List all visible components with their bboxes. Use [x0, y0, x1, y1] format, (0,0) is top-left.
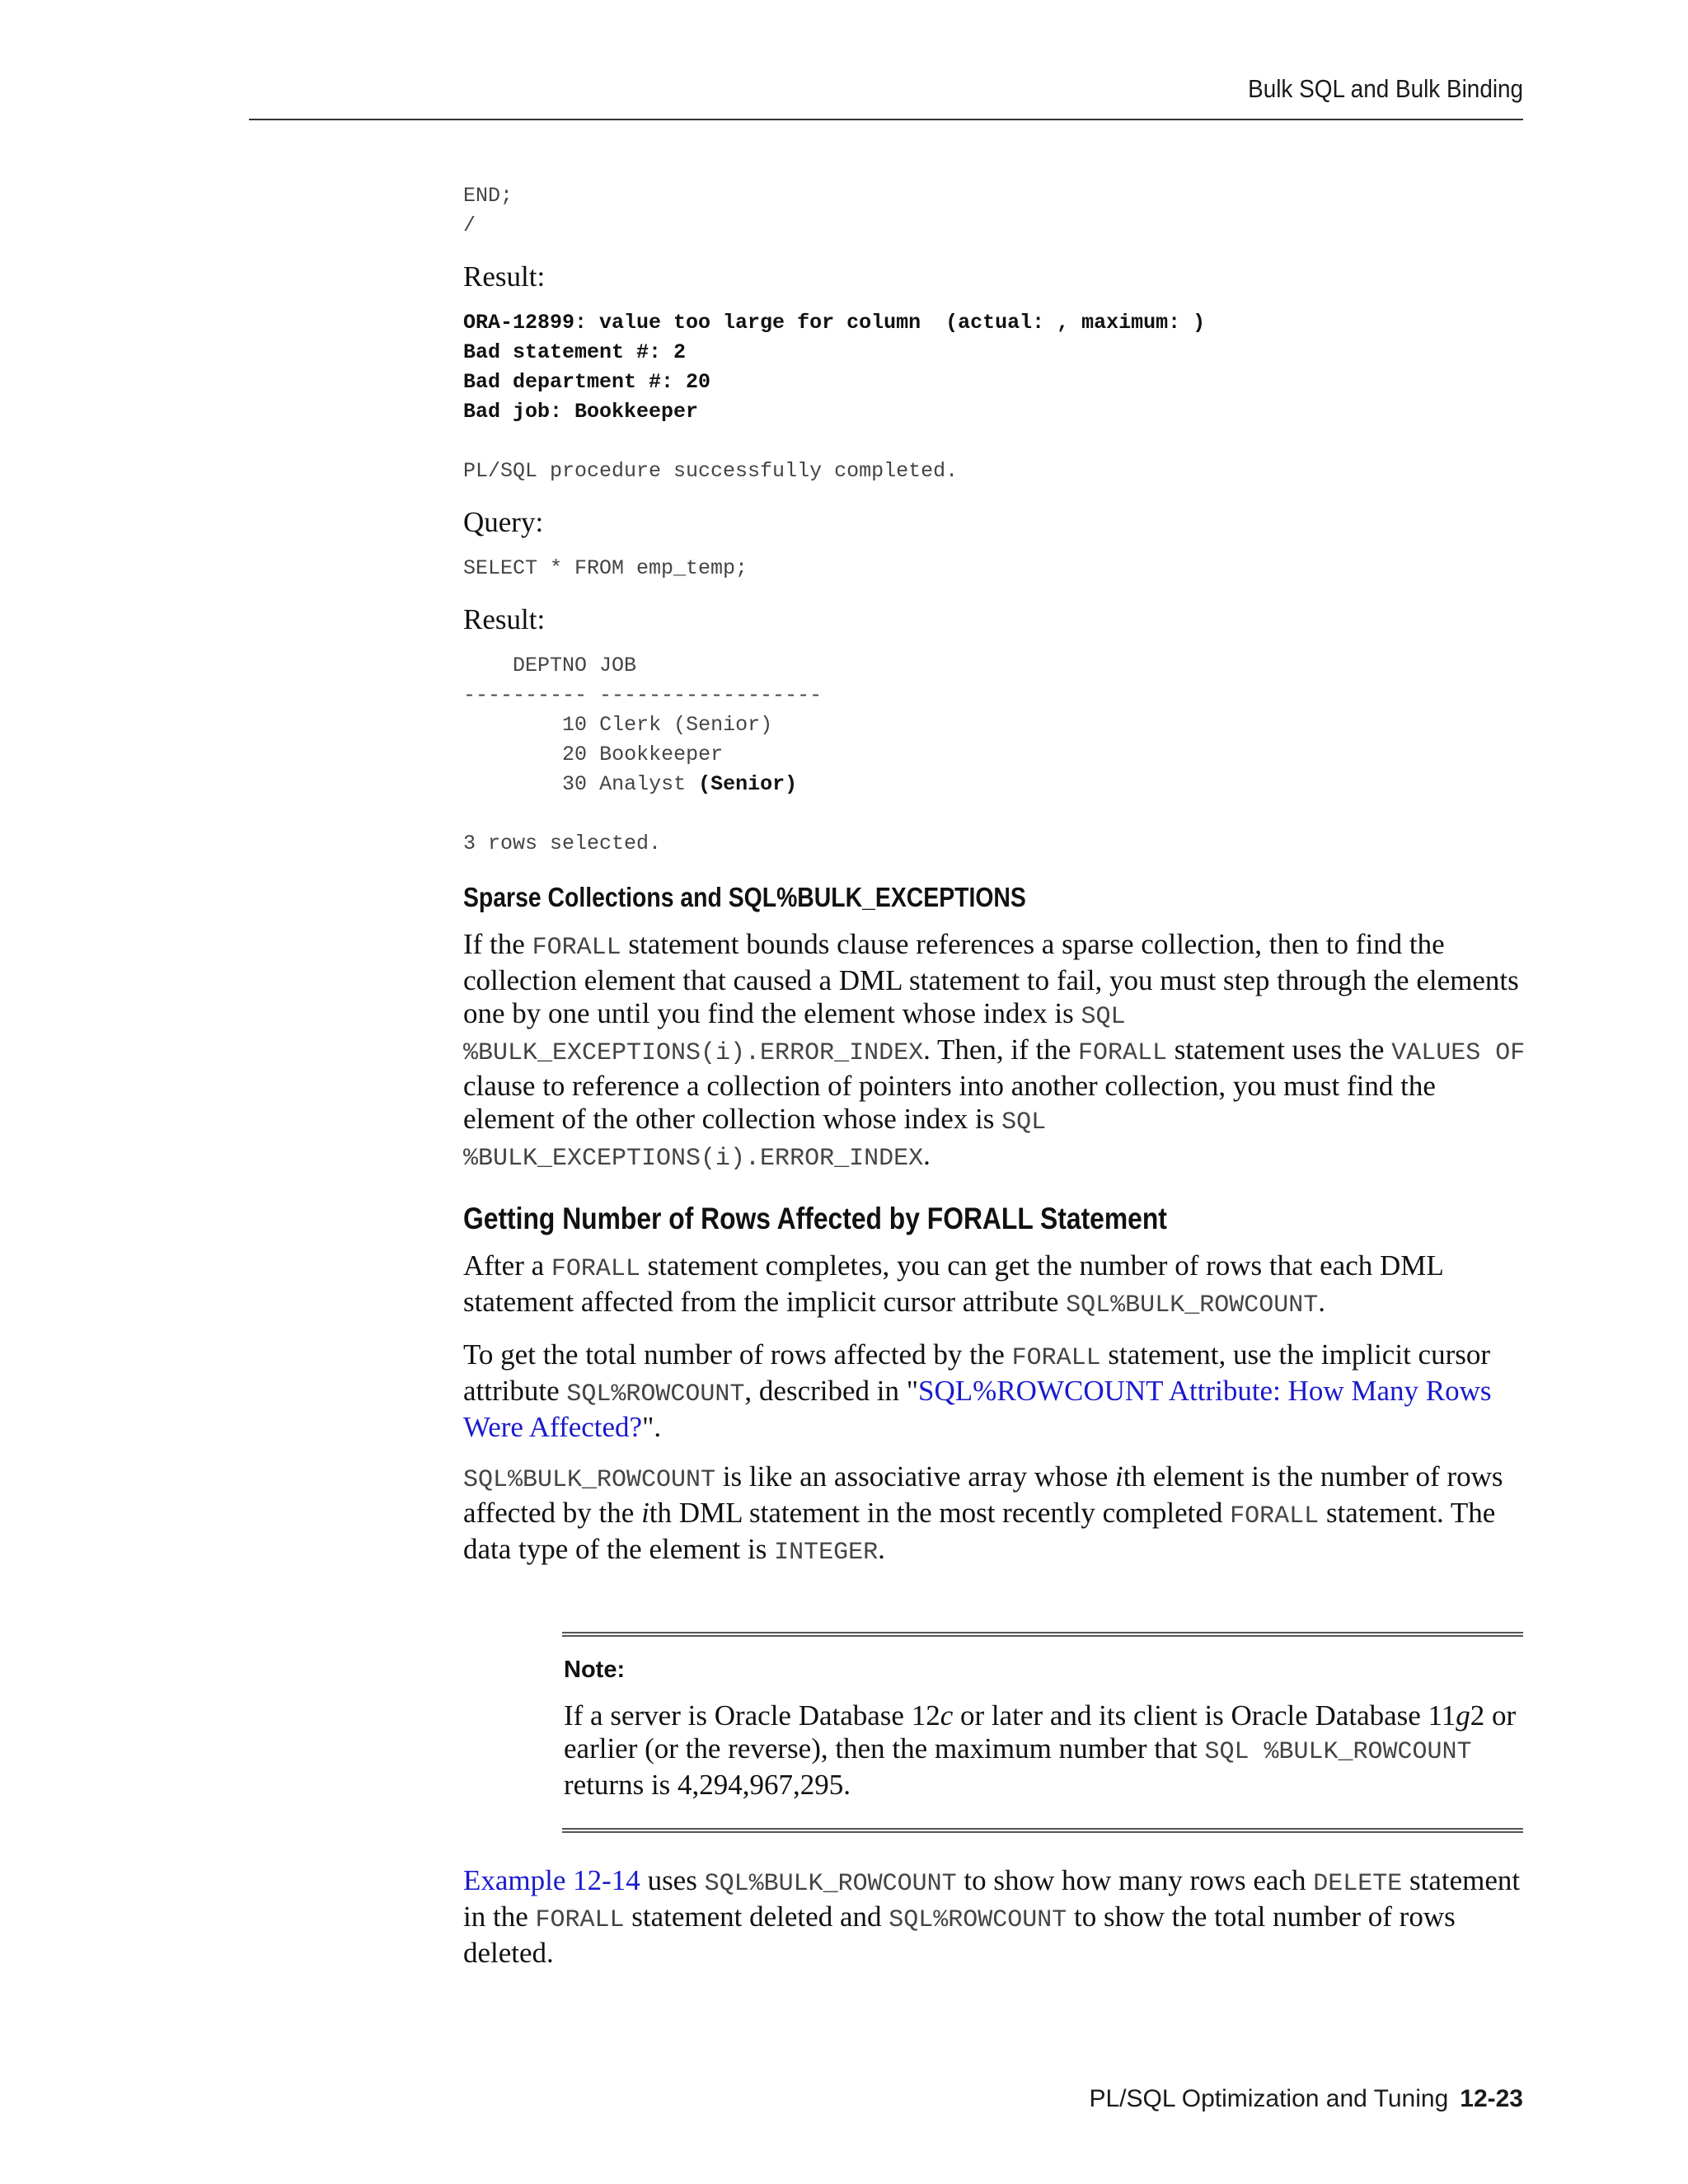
error-output [463, 308, 1526, 486]
sql-line: SELECT * FROM emp_temp; [463, 556, 748, 580]
sparse-collections-paragraph: If the FORALL statement bounds clause references a sparse collection, then to find the collection element that caused a DML statement to fail, you must step through the elements one by one until you find the element whose index is SQL %BULK_EXCEPTIONS(i).ERROR_INDEX. Then, if the FORALL statement uses the VALUES OF clause to reference a collection of pointers into another collection, you must find the element of the other collection whose index is SQL %BULK_EXCEPTIONS(i).ERROR_INDEX. [463, 928, 1526, 1173]
rows-affected-heading: Getting Number of Rows Affected by FORALL Statement [463, 1202, 1167, 1235]
sql-rowcount-link[interactable]: SQL%ROWCOUNT Attribute: How Many Rows Were Affected? [463, 1375, 1492, 1443]
error-line: Bad department #: 20 [463, 370, 711, 394]
code-line: / [463, 213, 476, 237]
note-text: If a server is Oracle Database 12c or later and its client is Oracle Database 11g2 or earlier (or the reverse), then the maximum number that SQL %BULK_ROWCOUNT returns is 4,294,967,295. [564, 1699, 1517, 1801]
note-title: Note: [564, 1657, 626, 1683]
query-result-table [463, 651, 1526, 859]
error-line: ORA-12899: value too large for column (actual: , maximum: ) [463, 311, 1206, 335]
error-line: Bad job: Bookkeeper [463, 400, 699, 424]
table-cell-job: Analyst [599, 772, 699, 796]
result-label: Result: [463, 603, 546, 635]
rows-selected: 3 rows selected. [463, 832, 662, 855]
rows-affected-paragraph-1: After a FORALL statement completes, you can get the number of rows that each DML statement affected from the implicit cursor attribute SQL%BULK_ROWCOUNT. [463, 1249, 1443, 1319]
query-label: Query: [463, 506, 544, 538]
page-footer [1089, 2085, 1523, 2113]
table-cell-deptno: 30 [562, 772, 588, 796]
table-cell-deptno: 10 [562, 713, 588, 737]
page-number: 12-23 [1460, 2085, 1523, 2112]
example-reference-paragraph: Example 12-14 uses SQL%BULK_ROWCOUNT to show how many rows each DELETE statement in the FORALL statement deleted and SQL%ROWCOUNT to show the total number of rows deleted. [463, 1864, 1521, 1969]
table-separator: ---------- ------------------ [463, 683, 823, 707]
sparse-collections-heading: Sparse Collections and SQL%BULK_EXCEPTIONS [463, 882, 1026, 912]
table-cell-job-bold: (Senior) [698, 772, 798, 796]
code-block-end [463, 181, 1526, 241]
error-line: Bad statement #: 2 [463, 340, 687, 364]
rows-affected-paragraph-3: SQL%BULK_ROWCOUNT is like an associative array whose ith element is the number of rows affected by the ith DML statement in the most recently completed FORALL statement. The data type of the element is INTEGER. [463, 1460, 1503, 1567]
note-box [562, 1632, 1523, 1833]
page-header [249, 71, 1523, 120]
example-12-14-link[interactable]: Example 12-14 [463, 1864, 640, 1896]
result-label: Result: [463, 260, 546, 293]
main-content [463, 181, 1526, 1569]
rows-affected-paragraph-2: To get the total number of rows affected by the FORALL statement, use the implicit cursor attribute SQL%ROWCOUNT, described in "SQL%ROWCOUNT Attribute: How Many Rows Were Affected?". [463, 1338, 1492, 1443]
query-sql [463, 554, 1526, 583]
footer-title: PL/SQL Optimization and Tuning [1089, 2085, 1449, 2112]
table-cell-job: Clerk (Senior) [599, 713, 773, 737]
table-cell-job: Bookkeeper [599, 743, 724, 766]
code-line: END; [463, 184, 513, 208]
table-cell-deptno: 20 [562, 743, 588, 766]
completed-line: PL/SQL procedure successfully completed. [463, 459, 959, 483]
table-header: DEPTNO JOB [463, 654, 637, 677]
running-header-title: Bulk SQL and Bulk Binding [1248, 74, 1523, 103]
